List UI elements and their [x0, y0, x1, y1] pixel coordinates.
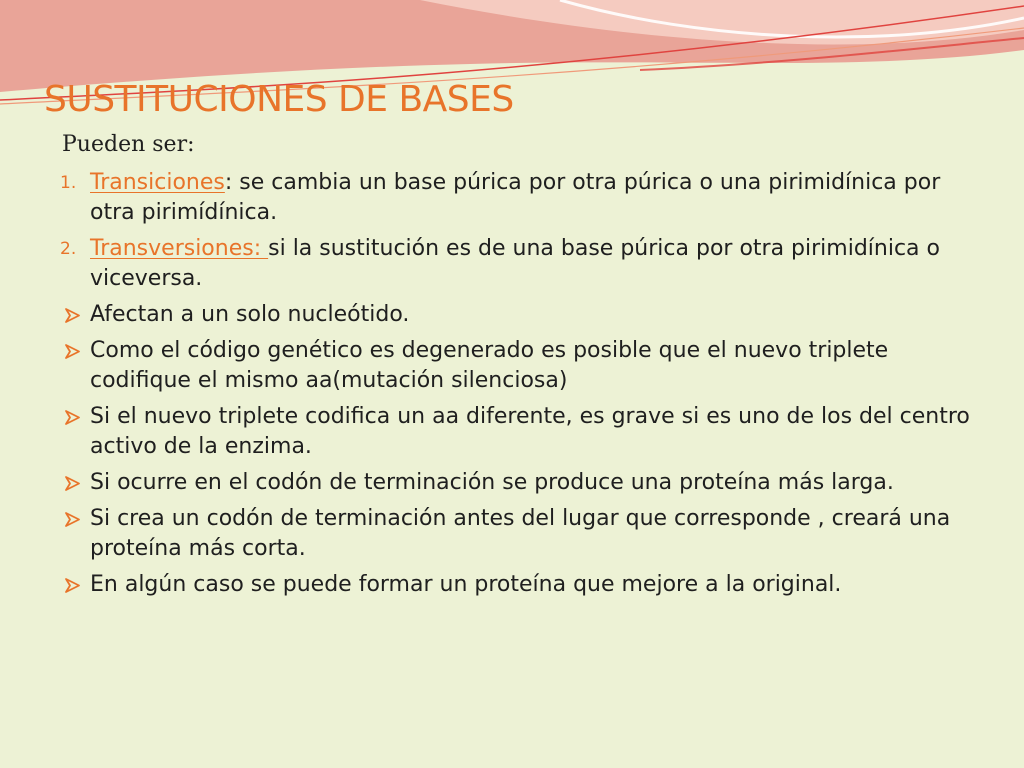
bullet-item	[54, 402, 984, 462]
bullet-item	[54, 336, 984, 396]
numbered-item	[54, 168, 984, 228]
bullet-item	[54, 468, 984, 498]
bullet-text: En algún caso se puede formar un proteína que mejore a la original.	[90, 572, 842, 597]
item-text	[90, 234, 984, 294]
term-description: si la sustitución es de una base púrica por otra pirimidínica o viceversa.	[90, 236, 940, 291]
arrow-bullet-icon	[54, 300, 90, 330]
bullet-text: Si el nuevo triplete codifica un aa diferente, es grave si es uno de los del centro activo de la enzima.	[90, 404, 970, 459]
bullet-item	[54, 300, 984, 330]
arrow-bullet-icon	[54, 402, 90, 432]
bullet-item	[54, 570, 984, 600]
arrow-bullet-icon	[54, 570, 90, 600]
item-text	[90, 168, 984, 228]
term-transiciones: Transiciones	[90, 170, 225, 195]
arrow-bullet-icon	[54, 336, 90, 366]
numbered-item	[54, 234, 984, 294]
bullet-text: Si crea un codón de terminación antes del lugar que corresponde , creará una proteína más corta.	[90, 506, 951, 561]
item-number: 2.	[60, 239, 77, 259]
bullet-text: Afectan a un solo nucleótido.	[90, 302, 410, 327]
term-description: : se cambia un base púrica por otra púrica o una pirimidínica por otra pirimídínica.	[90, 170, 941, 225]
bullet-item	[54, 504, 984, 564]
bullet-text: Como el código genético es degenerado es posible que el nuevo triplete codifique el mismo aa(mutación silenciosa)	[90, 338, 889, 393]
arrow-bullet-icon	[54, 468, 90, 498]
slide-title: SUSTITUCIONES DE BASES	[44, 79, 514, 120]
intro-text: Pueden ser:	[62, 132, 195, 157]
bullet-text: Si ocurre en el codón de terminación se produce una proteína más larga.	[90, 470, 894, 495]
arrow-bullet-icon	[54, 504, 90, 534]
item-number: 1.	[60, 173, 77, 193]
term-transversiones: Transversiones:	[90, 236, 269, 261]
content-list	[54, 168, 984, 606]
